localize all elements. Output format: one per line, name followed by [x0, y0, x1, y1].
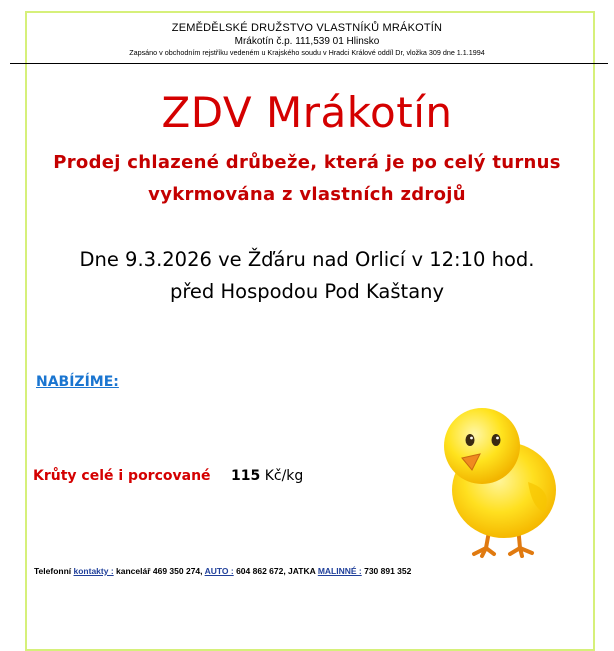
- contacts-prefix: Telefonní: [34, 566, 74, 576]
- contacts-jatka-label: MALINNÉ :: [317, 566, 362, 576]
- contacts-office: kancelář 469 350 274,: [113, 566, 205, 576]
- subtitle-line-2: vykrmována z vlastních zdrojů: [148, 184, 466, 205]
- offer-item: [33, 468, 303, 484]
- offer-item-name: Krůty celé i porcované: [33, 468, 211, 484]
- subtitle-line-1: Prodej chlazené drůbeže, která je po celý turnus: [53, 152, 561, 173]
- page-title: ZDV Mrákotín: [161, 88, 453, 137]
- contacts-line: [34, 566, 411, 576]
- chick-icon: [432, 398, 562, 560]
- event-place-line: před Hospodou Pod Kaštany: [169, 280, 445, 303]
- contacts-jatka-number: 730 891 352: [361, 566, 412, 576]
- offer-item-unit: Kč/kg: [264, 468, 304, 484]
- offer-heading: NABÍZÍME:: [36, 374, 119, 390]
- offer-item-price: 115: [231, 468, 261, 484]
- company-address: Mrákotín č.p. 111,539 01 Hlinsko: [234, 36, 380, 47]
- event-date-line: Dne 9.3.2026 ve Žďáru nad Orlicí v 12:10 hod.: [79, 248, 535, 271]
- company-registration: Zapsáno v obchodním rejstříku vedeném u Krajského soudu v Hradci Králové oddíl Dr, vložka 309 dne 1.1.1994: [129, 48, 485, 57]
- company-name: ZEMĚDĚLSKÉ DRUŽSTVO VLASTNÍKŮ MRÁKOTÍN: [171, 22, 443, 34]
- contacts-label: kontakty :: [73, 566, 114, 576]
- contacts-auto-number: 604 862 672, JATKA: [233, 566, 318, 576]
- contacts-auto-label: AUTO :: [204, 566, 234, 576]
- header-divider: [10, 63, 608, 64]
